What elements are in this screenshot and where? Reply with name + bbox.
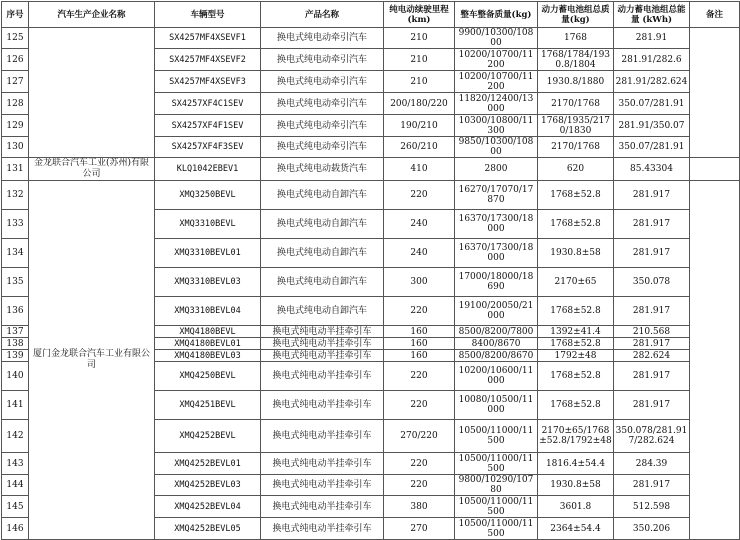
cell-model: XMQ4180BEVL01 [155,338,261,350]
cell-seq: 146 [2,518,29,540]
cell-mass: 16370/17300/18000 [455,210,538,239]
header-range: 纯电动续驶里程 (km) [384,2,455,28]
cell-seq: 138 [2,338,29,350]
cell-mass: 10080/10500/11000 [455,391,538,420]
cell-mass: 9900/10300/10800 [455,28,538,49]
cell-range: 270 [384,518,455,540]
cell-mass: 9800/10290/10780 [455,475,538,496]
cell-remark [690,158,740,181]
cell-battery-energy: 281.917 [614,362,690,391]
header-battery-energy: 动力蓄电池组总能量 (kWh) [614,2,690,28]
cell-product: 换电式纯电动半挂牵引车 [261,350,384,362]
cell-battery-mass: 1768 [538,28,614,49]
cell-seq: 145 [2,496,29,518]
cell-battery-energy: 281.917 [614,475,690,496]
cell-seq: 135 [2,268,29,297]
cell-seq: 143 [2,453,29,475]
cell-product: 换电式纯电动半挂牵引车 [261,453,384,475]
cell-mass: 10300/10800/11300 [455,115,538,137]
cell-model: SX4257MF4XSEVF2 [155,49,261,71]
cell-battery-energy: 281.917 [614,239,690,268]
cell-product: 换电式纯电动载货汽车 [261,158,384,181]
cell-mass: 8500/8200/7800 [455,326,538,338]
cell-model: XMQ4250BEVL [155,362,261,391]
cell-mass: 10500/11000/11500 [455,496,538,518]
cell-mass: 10500/11000/11500 [455,420,538,453]
cell-model: XMQ4252BEVL04 [155,496,261,518]
cell-seq: 136 [2,297,29,326]
cell-range: 190/210 [384,115,455,137]
cell-seq: 141 [2,391,29,420]
cell-battery-mass: 1930.8/1880 [538,71,614,93]
cell-product: 换电式纯电动半挂牵引车 [261,518,384,540]
header-row [2,2,740,28]
cell-model: XMQ4252BEVL03 [155,475,261,496]
cell-seq: 139 [2,350,29,362]
cell-mass: 17000/18000/18690 [455,268,538,297]
cell-battery-energy: 350.078 [614,268,690,297]
cell-range: 160 [384,338,455,350]
cell-battery-energy: 281.91/282.624 [614,71,690,93]
cell-battery-mass: 2364±54.4 [538,518,614,540]
cell-battery-mass: 620 [538,158,614,181]
cell-battery-mass: 2170/1768 [538,137,614,158]
cell-model: SX4257MF4XSEVF3 [155,71,261,93]
cell-product: 换电式纯电动自卸汽车 [261,268,384,297]
cell-seq: 137 [2,326,29,338]
cell-model: XMQ3310BEVL03 [155,268,261,297]
cell-product: 换电式纯电动牵引汽车 [261,115,384,137]
cell-battery-energy: 350.206 [614,518,690,540]
cell-model: KLQ1042EBEV1 [155,158,261,181]
cell-range: 210 [384,71,455,93]
header-mass: 整车整备质量(kg) [455,2,538,28]
cell-range: 260/210 [384,137,455,158]
cell-battery-mass: 1768/1784/1930.8/1804 [538,49,614,71]
cell-battery-mass: 2170±65/1768±52.8/1792±48 [538,420,614,453]
cell-product: 换电式纯电动半挂牵引车 [261,338,384,350]
cell-seq: 133 [2,210,29,239]
cell-product: 换电式纯电动半挂牵引车 [261,326,384,338]
cell-battery-energy: 281.91 [614,28,690,49]
cell-product: 换电式纯电动半挂牵引车 [261,391,384,420]
cell-model: SX4257XF4F3SEV [155,137,261,158]
cell-model: XMQ4252BEVL05 [155,518,261,540]
cell-battery-mass: 1768±52.8 [538,210,614,239]
cell-model: SX4257XF4C1SEV [155,93,261,115]
cell-range: 160 [384,326,455,338]
cell-company [29,28,155,158]
cell-battery-energy: 282.624 [614,350,690,362]
cell-battery-energy: 350.078/281.917/282.624 [614,420,690,453]
cell-range: 220 [384,362,455,391]
cell-battery-mass: 1768/1935/2170/1830 [538,115,614,137]
cell-seq: 142 [2,420,29,453]
cell-seq: 144 [2,475,29,496]
cell-battery-energy: 281.917 [614,338,690,350]
cell-product: 换电式纯电动自卸汽车 [261,297,384,326]
cell-product: 换电式纯电动半挂牵引车 [261,475,384,496]
cell-battery-mass: 1930.8±58 [538,475,614,496]
cell-mass: 8400/8670 [455,338,538,350]
cell-remark [690,28,740,158]
cell-product: 换电式纯电动自卸汽车 [261,210,384,239]
cell-mass: 2800 [455,158,538,181]
cell-battery-energy: 281.917 [614,297,690,326]
cell-battery-energy: 350.07/281.91 [614,93,690,115]
cell-range: 410 [384,158,455,181]
cell-product: 换电式纯电动自卸汽车 [261,239,384,268]
cell-mass: 10500/11000/11500 [455,518,538,540]
header-battery-mass: 动力蓄电池组总质量(kg) [538,2,614,28]
cell-battery-energy: 281.917 [614,210,690,239]
cell-battery-mass: 1768±52.8 [538,181,614,210]
cell-battery-mass: 1392±41.4 [538,326,614,338]
cell-battery-energy: 512.598 [614,496,690,518]
cell-mass: 11820/12400/13000 [455,93,538,115]
cell-product: 换电式纯电动自卸汽车 [261,181,384,210]
cell-battery-mass: 1816.4±54.4 [538,453,614,475]
cell-model: SX4257XF4F1SEV [155,115,261,137]
cell-battery-energy: 350.07/281.91 [614,137,690,158]
cell-model: XMQ3310BEVL01 [155,239,261,268]
header-seq: 序号 [2,2,29,28]
cell-battery-energy: 281.917 [614,181,690,210]
cell-battery-mass: 1768±52.8 [538,362,614,391]
cell-seq: 140 [2,362,29,391]
cell-seq: 126 [2,49,29,71]
cell-battery-mass: 1768±52.8 [538,391,614,420]
cell-seq: 131 [2,158,29,181]
cell-battery-energy: 85.43304 [614,158,690,181]
cell-seq: 127 [2,71,29,93]
cell-battery-mass: 1930.8±58 [538,239,614,268]
cell-seq: 125 [2,28,29,49]
table-row [2,28,740,49]
cell-battery-mass: 3601.8 [538,496,614,518]
cell-model: XMQ4180BEVL03 [155,350,261,362]
table-row [2,158,740,181]
cell-seq: 132 [2,181,29,210]
cell-range: 220 [384,453,455,475]
header-model: 车辆型号 [155,2,261,28]
cell-model: XMQ4251BEVL [155,391,261,420]
cell-seq: 130 [2,137,29,158]
cell-range: 300 [384,268,455,297]
cell-seq: 134 [2,239,29,268]
cell-range: 210 [384,28,455,49]
cell-range: 220 [384,297,455,326]
cell-product: 换电式纯电动牵引汽车 [261,71,384,93]
cell-product: 换电式纯电动牵引汽车 [261,137,384,158]
cell-range: 240 [384,239,455,268]
cell-model: XMQ4252BEVL [155,420,261,453]
cell-model: SX4257MF4XSEVF1 [155,28,261,49]
cell-range: 220 [384,391,455,420]
cell-range: 240 [384,210,455,239]
cell-range: 220 [384,181,455,210]
cell-battery-mass: 2170/1768 [538,93,614,115]
cell-range: 220 [384,475,455,496]
cell-model: XMQ3310BEVL04 [155,297,261,326]
cell-product: 换电式纯电动牵引汽车 [261,93,384,115]
cell-mass: 10500/11000/11500 [455,453,538,475]
cell-mass: 16370/17300/18000 [455,239,538,268]
cell-mass: 8500/8200/8670 [455,350,538,362]
cell-battery-energy: 281.917 [614,391,690,420]
cell-mass: 10200/10700/11200 [455,49,538,71]
cell-battery-mass: 1792±48 [538,350,614,362]
cell-product: 换电式纯电动半挂牵引车 [261,362,384,391]
cell-model: XMQ3310BEVL [155,210,261,239]
cell-product: 换电式纯电动牵引汽车 [261,28,384,49]
cell-model: XMQ4180BEVL [155,326,261,338]
cell-battery-energy: 284.39 [614,453,690,475]
cell-battery-energy: 281.91/350.07 [614,115,690,137]
cell-mass: 10200/10700/11200 [455,71,538,93]
cell-range: 270/220 [384,420,455,453]
header-product: 产品名称 [261,2,384,28]
cell-product: 换电式纯电动牵引汽车 [261,49,384,71]
header-remark: 备注 [690,2,740,28]
cell-mass: 10200/10600/11000 [455,362,538,391]
cell-mass: 19100/20050/21000 [455,297,538,326]
cell-seq: 128 [2,93,29,115]
cell-battery-energy: 210.568 [614,326,690,338]
cell-model: XMQ4252BEVL01 [155,453,261,475]
vehicle-catalog-table [1,1,740,540]
header-company: 汽车生产企业名称 [29,2,155,28]
cell-model: XMQ3250BEVL [155,181,261,210]
cell-battery-energy: 281.91/282.6 [614,49,690,71]
cell-company: 金龙联合汽车工业(苏州)有限公司 [29,158,155,181]
cell-remark [690,181,740,540]
table-row [2,181,740,210]
cell-company: 厦门金龙联合汽车工业有限公司 [29,181,155,540]
cell-battery-mass: 1768±52.8 [538,338,614,350]
cell-battery-mass: 1768±52.8 [538,297,614,326]
cell-range: 380 [384,496,455,518]
cell-range: 200/180/220 [384,93,455,115]
cell-product: 换电式纯电动半挂牵引车 [261,496,384,518]
cell-product: 换电式纯电动半挂牵引车 [261,420,384,453]
cell-mass: 16270/17070/17870 [455,181,538,210]
cell-seq: 129 [2,115,29,137]
cell-range: 210 [384,49,455,71]
cell-mass: 9850/10300/10800 [455,137,538,158]
cell-range: 160 [384,350,455,362]
cell-battery-mass: 2170±65 [538,268,614,297]
